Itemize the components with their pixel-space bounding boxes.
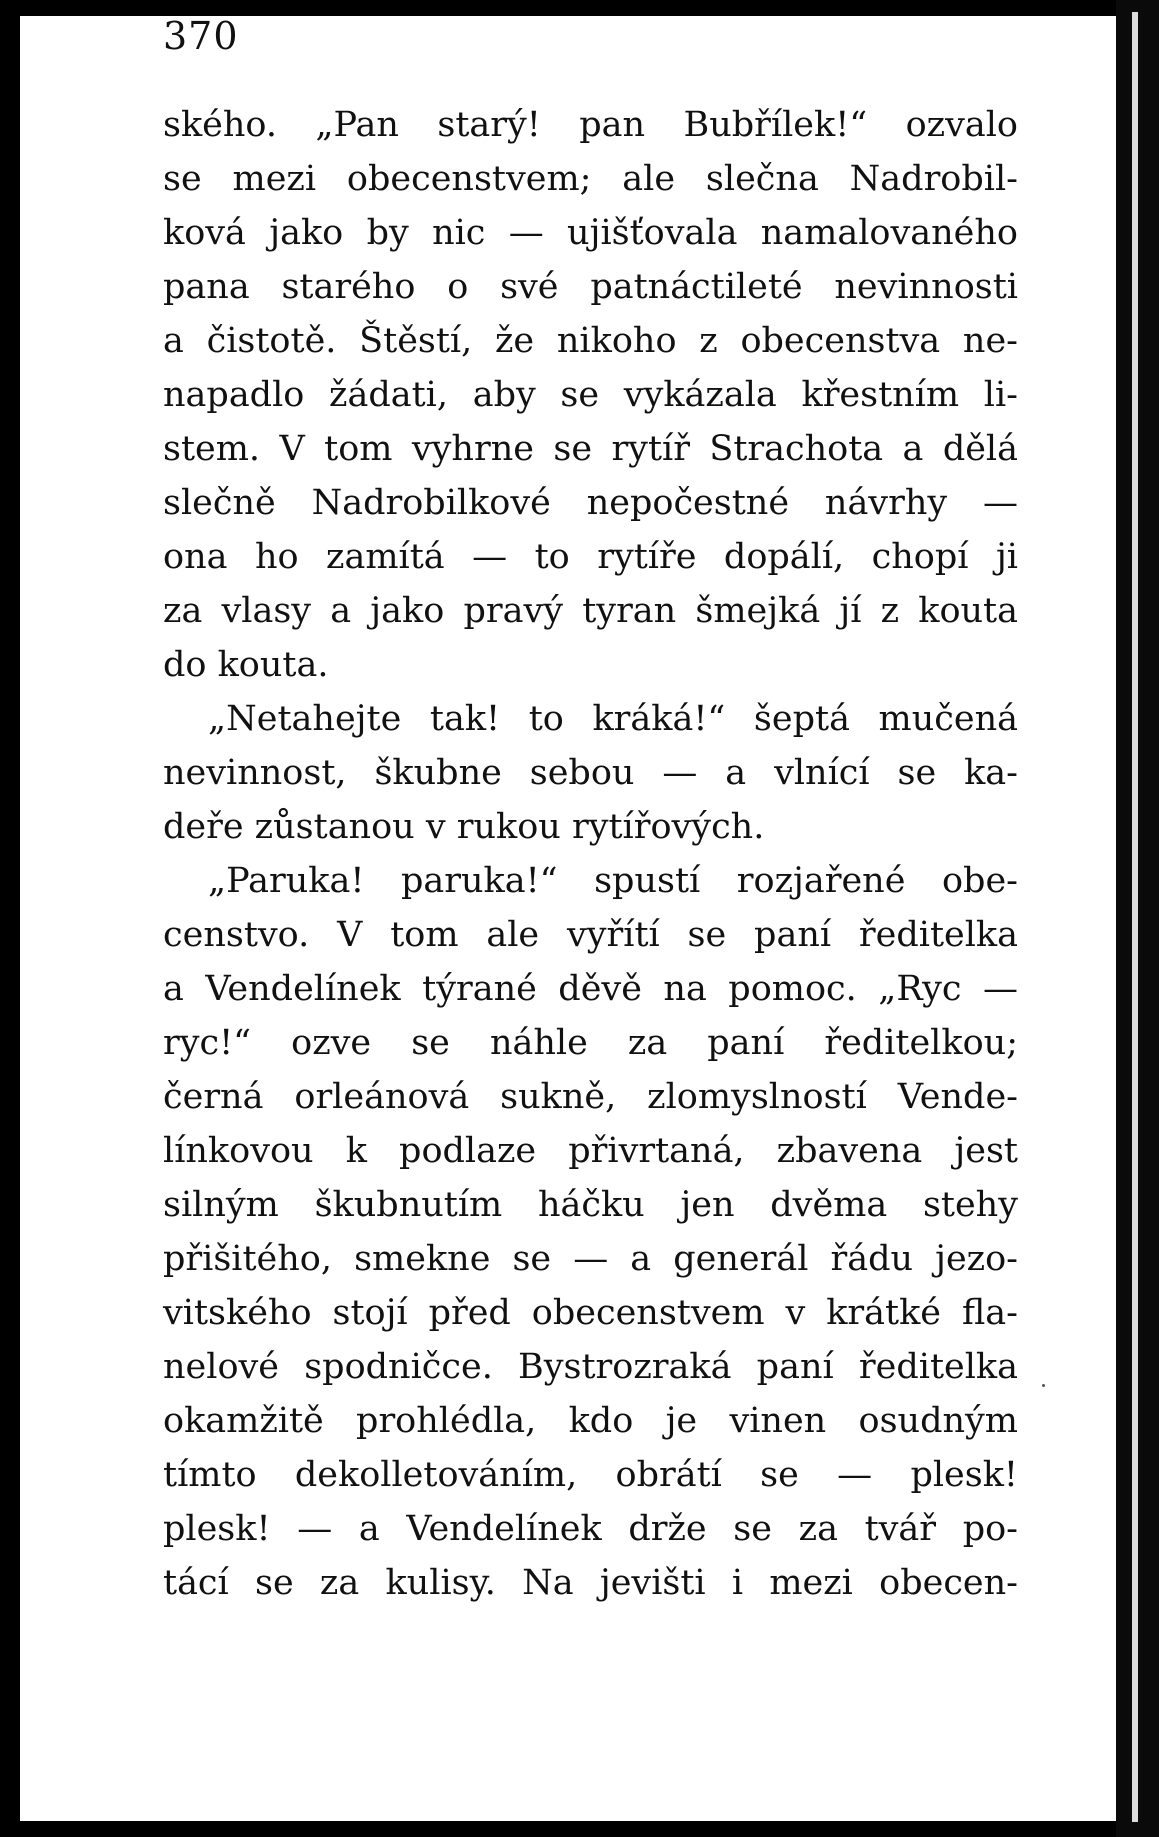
text-line: deře zůstanou v rukou rytířových. (163, 807, 765, 847)
text-line: tímto dekolletováním, obrátí se — plesk! (163, 1455, 1018, 1495)
text-line: „Netahejte tak! to kráká!“ šeptá mučená (208, 699, 1018, 739)
body-text (163, 98, 1018, 1610)
text-line: a Vendelínek týrané děvě na pomoc. „Ryc — (163, 969, 1018, 1009)
text-line: pana starého o své patnáctileté nevinnosti (163, 267, 1018, 307)
page-edge (1132, 12, 1138, 1822)
scan-speck (1042, 1384, 1045, 1387)
text-line: za vlasy a jako pravý tyran šmejká jí z kouta (163, 591, 1018, 631)
text-line: ského. „Pan starý! pan Bubřílek!“ ozvalo (163, 105, 1018, 145)
text-line: se mezi obecenstvem; ale slečna Nadrobil- (163, 159, 1018, 199)
text-line: silným škubnutím háčku jen dvěma stehy (163, 1185, 1018, 1225)
page-number: 370 (163, 14, 239, 58)
text-line: černá orleánová sukně, zlomyslností Vende- (163, 1077, 1018, 1117)
text-line: napadlo žádati, aby se vykázala křestním li- (163, 375, 1018, 415)
text-line: okamžitě prohlédla, kdo je vinen osudným (163, 1401, 1018, 1441)
text-line: ona ho zamítá — to rytíře dopálí, chopí ji (163, 537, 1018, 577)
text-line: slečně Nadrobilkové nepočestné návrhy — (163, 483, 1018, 523)
text-line: línkovou k podlaze přivrtaná, zbavena jest (163, 1131, 1018, 1171)
text-line: vitského stojí před obecenstvem v krátké fla- (163, 1293, 1018, 1333)
text-line: „Paruka! paruka!“ spustí rozjařené obe- (208, 861, 1018, 901)
text-line: nelové spodničce. Bystrozraká paní ředitelka (163, 1347, 1018, 1387)
text-line: censtvo. V tom ale vyřítí se paní ředitelka (163, 915, 1018, 955)
text-line: ryc!“ ozve se náhle za paní ředitelkou; (163, 1023, 1018, 1063)
text-line: tácí se za kulisy. Na jevišti i mezi obecen- (163, 1563, 1018, 1603)
text-line: plesk! — a Vendelínek drže se za tvář po- (163, 1509, 1018, 1549)
text-line: nevinnost, škubne sebou — a vlnící se ka- (163, 753, 1018, 793)
text-line: přišitého, smekne se — a generál řádu jezo- (163, 1239, 1018, 1279)
text-line: do kouta. (163, 645, 329, 685)
text-line: stem. V tom vyhrne se rytíř Strachota a dělá (163, 429, 1018, 469)
text-line: a čistotě. Štěstí, že nikoho z obecenstva ne- (163, 321, 1018, 361)
text-line: ková jako by nic — ujišťovala namalovaného (163, 213, 1018, 253)
